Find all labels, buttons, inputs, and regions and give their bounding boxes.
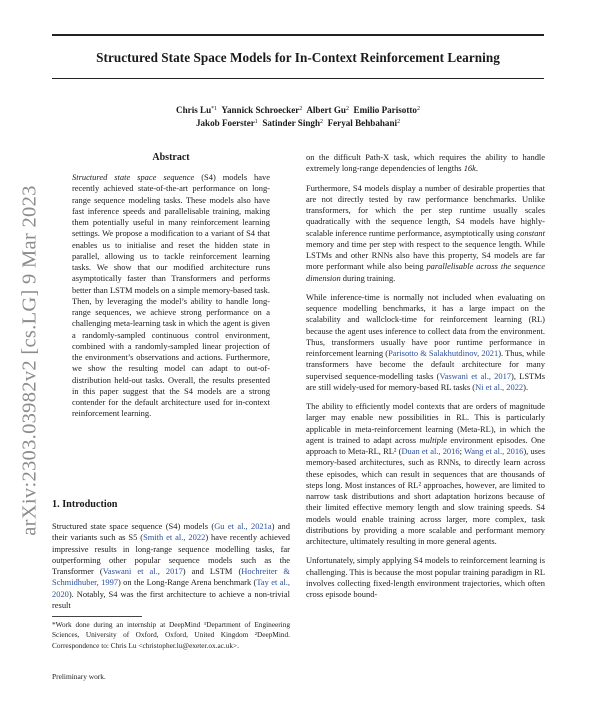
right-paragraph-4: The ability to efficiently model contexts that are orders of magnitude larger may enable new possibilities in RL. This is particularly applicable in meta-reinforcement learning (Meta-RL), in which the agent is trained to adapt across multiple environment episodes. One approach to Meta-RL, RL² (Duan et al., 2016; Wang et al., 2016), uses memory-based architectures, such as RNNs, to directly learn across these episodes, which can result in sequences that are thousands of steps long. Most instances of RL² approaches, however, are limited to narrow task distributions and short adaptation horizons because of their limited effective memory length and slow training speeds. S4 models would enable training across larger, more complex, task distributions by providing a more scalable and performant memory architecture, ultimately resulting in more general agents. — [306, 401, 546, 546]
abstract-body: Structured state space sequence (S4) models have recently achieved state-of-the-art performance on long-range sequence modeling tasks. These models also have fast inference speeds and parallelisable training, making them potentially useful in many reinforcement learning settings. We propose a modification to a variant of S4 that enables us to initialise and reset the hidden state in parallel, allowing us to tackle reinforcement learning tasks. We show that our modified architecture runs asymptotically faster than Transformers and performs better than LSTM models on a simple memory-based task. Then, by leveraging the model’s ability to handle long-range sequences, we achieve strong performance on a challenging meta-learning task in which the agent is given a randomly-sampled continuous control environment, combined with a randomly-sampled linear projection of the environment’s observations and actions. Furthermore, we show the resulting model can adapt to out-of-distribution held-out tasks. Overall, the results presented in this paper suggest that the S4 models are a strong contender for the default architecture used for in-context reinforcement learning. — [72, 172, 271, 419]
right-column — [306, 152, 545, 608]
arxiv-stamp — [10, 180, 50, 540]
title-bottom-rule — [52, 78, 544, 79]
authors-line-2: Jakob Foerster$^1$ Satinder Singh$^2$ Feryal Behbahani$^2$ — [195, 118, 401, 128]
preliminary-note: Preliminary work. — [52, 672, 106, 681]
abstract-heading: Abstract — [152, 152, 190, 163]
right-paragraph-1: on the difficult Path-X task, which requires the ability to handle extremely long-range dependencies of lengths 16k. — [306, 152, 545, 174]
paper-title: Structured State Space Models for In-Context Reinforcement Learning — [96, 50, 500, 65]
right-paragraph-3: While inference-time is normally not included when evaluating on sequence modelling benchmarks, it has a large impact on the scalability and wallclock-time for reinforcement learning (RL) because the agent uses inference to collect data from the environment. Thus, transformers usually have poor runtime performance in reinforcement learning (Parisotto & Salakhutdinov, 2021). Thus, while transformers have become the default architecture for many supervised sequence-modelling tasks (Vaswani et al., 2017), LSTMs are still widely-used for memory-based RL tasks (Ni et al., 2022). — [306, 291, 546, 392]
footnote: *Work done during an internship at DeepMind ¹Department of Engineering Sciences, University of Oxford, Oxford, United Kingdom ²DeepMind. Correspondence to: Chris Lu <christopher.lu@exeter.ox.ac.uk>. — [52, 620, 290, 650]
arxiv-stamp-text: arXiv:2303.03982v2 [cs.LG] 9 Mar 2023 — [18, 184, 41, 536]
right-paragraph-2: Furthermore, S4 models display a number of desirable properties that are not directly tested by raw performance benchmarks. Unlike transformers, for which the per step runtime usually scales quadratically with the sequence length, S4 models have highly-scalable inference runtime performance, asymptotically using constant memory and time per step with respect to the sequence length. While LSTMs and other RNNs also have this property, S4 models are far more performant while also being parallelisable across the sequence dimension during training. — [306, 182, 545, 283]
footnote-rule — [52, 616, 142, 617]
right-paragraph-5: Unfortunately, simply applying S4 models to reinforcement learning is challenging. This is because the most popular training paradigm in RL involves collecting fixed-length environment trajectories, which often cross episode bound- — [306, 555, 545, 599]
authors-line-1: Chris Lu$^{*1}$ Yannick Schroecker$^2$ Albert Gu$^2$ Emilio Parisotto$^2$ — [176, 105, 420, 115]
title-top-rule — [52, 34, 544, 36]
intro-heading: 1. Introduction — [52, 499, 118, 510]
intro-body: Structured state space sequence (S4) models (Gu et al., 2021a) and their variants such as S5 (Smith et al., 2022) have recently achieved impressive results in long-range sequence modelling tasks, far outperforming other popular sequence models such as the Transformer (Vaswani et al., 2017) and LSTM (Hochreiter & Schmidhuber, 1997) on the Long-Range Arena benchmark (Tay et al., 2020). Notably, S4 was the first architecture to achieve a non-trivial result — [52, 521, 291, 610]
